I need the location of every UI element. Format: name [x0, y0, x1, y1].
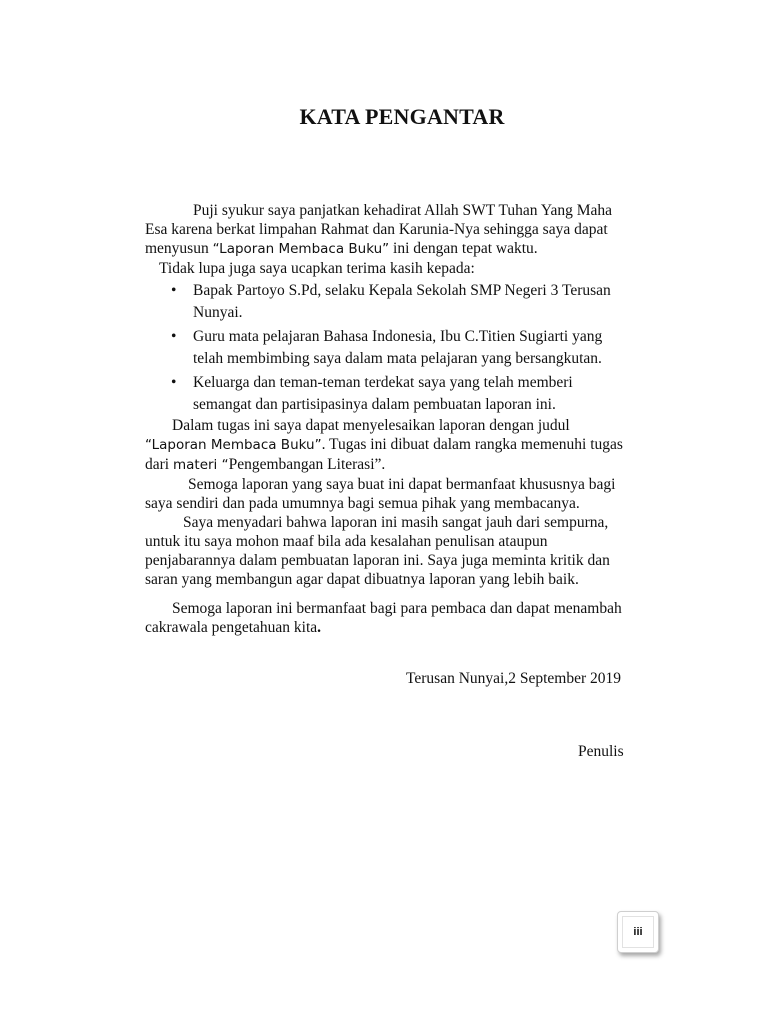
p2-line-2-post: . Tugas ini dibuat dalam rangka memenuhi tugas: [321, 436, 623, 453]
p2-line-4: Semoga laporan yang saya buat ini dapat bermanfaat khususnya bagi: [188, 476, 616, 493]
p2-line-6: Saya menyadari bahwa laporan ini masih sangat jauh dari sempurna,: [183, 514, 609, 531]
p3-line-2-text: cakrawala pengetahuan kita: [145, 619, 318, 636]
list-item: [145, 280, 665, 324]
book-report-title-quote: “Laporan Membaca Buku”: [212, 241, 390, 257]
list-item-line-1: Keluarga dan teman-teman terdekat saya yang telah memberi: [193, 374, 573, 391]
p2-line-7: untuk itu saya mohon maaf bila ada kesalahan penulisan ataupun: [145, 533, 548, 550]
bullet-icon: •: [171, 374, 177, 391]
p2-line-5: saya sendiri dan pada umumnya bagi semua pihak yang membacanya.: [145, 495, 580, 512]
literacy-subject: Pengembangan Literasi: [228, 456, 375, 473]
closing-paragraph: [145, 599, 665, 637]
p2-line-9: saran yang membangun agar dapat dibuatnya laporan yang lebih baik.: [145, 571, 579, 588]
list-item-line-2: Nunyai.: [193, 304, 243, 321]
list-item: [145, 372, 665, 416]
thanks-list: [145, 280, 665, 416]
page-title: KATA PENGANTAR: [299, 104, 505, 129]
intro-line-1: Puji syukur saya panjatkan kehadirat Allah SWT Tuhan Yang Maha: [193, 202, 613, 219]
list-item-line-1: Guru mata pelajaran Bahasa Indonesia, Ibu C.Titien Sugiarti yang: [193, 328, 603, 345]
p2-line-3-pre: dari: [145, 456, 173, 473]
p2-line-3-sans: materi “: [172, 457, 229, 473]
intro-section: [145, 201, 665, 416]
list-item: [145, 326, 665, 370]
page-number-frame: [622, 916, 654, 948]
page-number: iii: [633, 926, 643, 938]
bullet-icon: •: [171, 328, 177, 345]
intro-line-3-post: ini dengan tepat waktu.: [389, 240, 538, 257]
p2-line-1: Dalam tugas ini saya dapat menyelesaikan laporan dengan judul: [172, 417, 570, 434]
page-number-box: [617, 911, 659, 953]
p3-end-period: .: [317, 619, 322, 636]
author-signature: Penulis: [578, 743, 624, 760]
p3-line-1: Semoga laporan ini bermanfaat bagi para pembaca dan dapat menambah: [172, 600, 622, 617]
list-item-line-1: Bapak Partoyo S.Pd, selaku Kepala Sekolah SMP Negeri 3 Terusan: [193, 282, 611, 299]
bullet-icon: •: [171, 282, 177, 299]
p3-line-2: [145, 618, 665, 637]
p2-line-2: [145, 435, 665, 455]
book-report-title-quote: “Laporan Membaca Buku”: [145, 437, 322, 453]
list-item-line-2: telah membimbing saya dalam mata pelajaran yang bersangkutan.: [193, 350, 602, 367]
p2-line-3-end: ”.: [374, 456, 386, 473]
intro-line-2: Esa karena berkat limpahan Rahmat dan Karunia-Nya sehingga saya dapat: [145, 221, 608, 238]
place-and-date: Terusan Nunyai,2 September 2019: [406, 670, 622, 687]
list-item-line-2: semangat dan partisipasinya dalam pembuatan laporan ini.: [193, 396, 556, 413]
intro-line-3-pre: menyusun: [145, 240, 213, 257]
p2-line-3: [145, 455, 665, 475]
thanks-intro: Tidak lupa juga saya ucapkan terima kasih kepada:: [159, 260, 475, 277]
p2-line-8: penjabarannya dalam pembuatan laporan ini. Saya juga meminta kritik dan: [145, 552, 610, 569]
body-paragraphs: [145, 416, 665, 589]
intro-line-3: [145, 239, 665, 259]
